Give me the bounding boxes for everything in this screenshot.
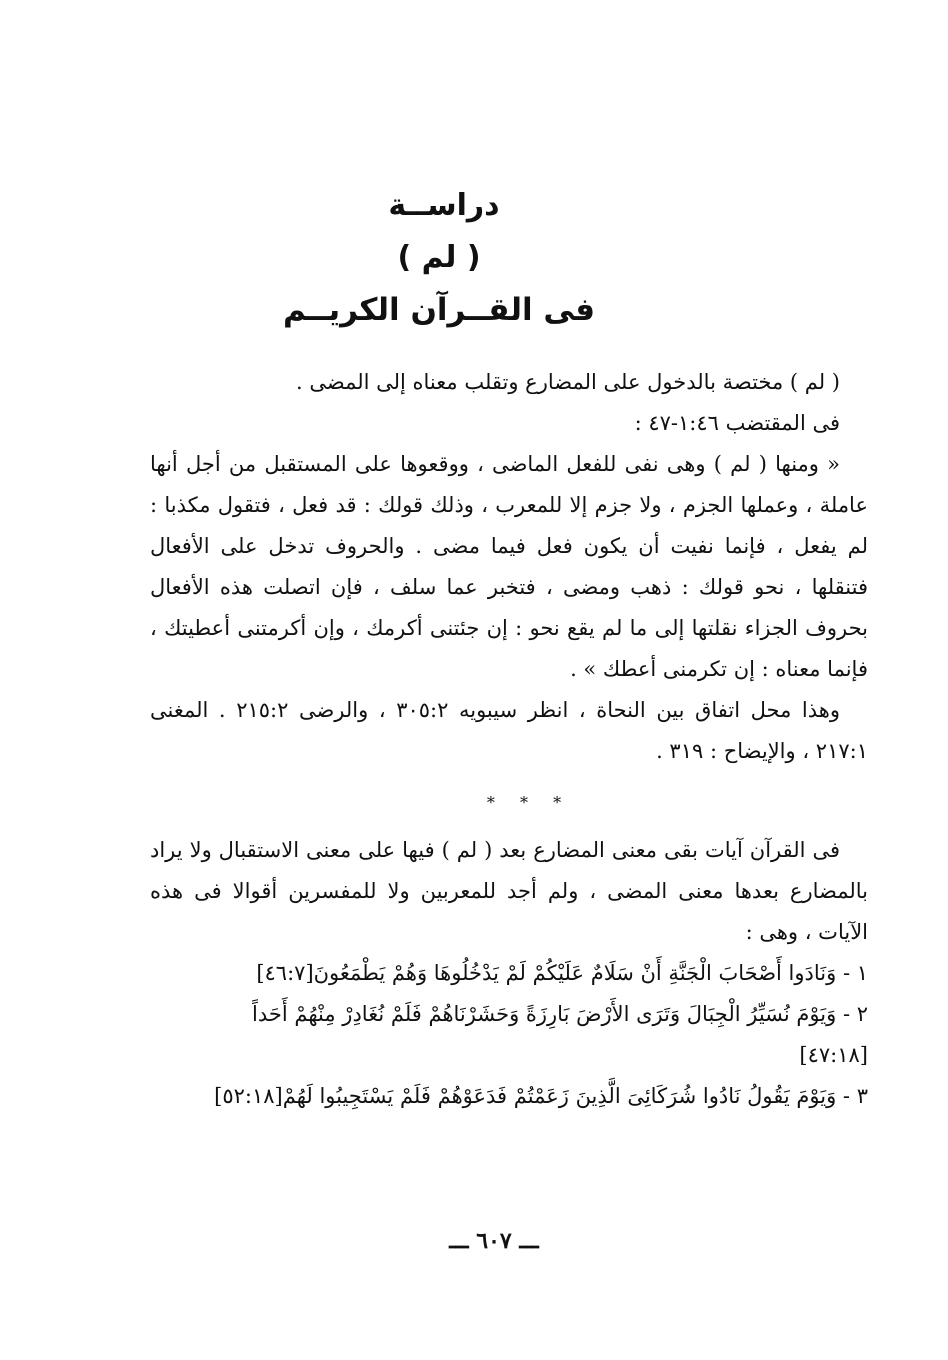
paragraph-muqtadab-ref: فى المقتضب ١:٤٦-٤٧ : xyxy=(634,411,840,435)
paragraph-quotation: « ومنها ( لم ) وهى نفى للفعل الماضى ، ووقعوها على المستقبل من أجل أنها عاملة ، وعملها الجزم ، ولا جزم إلا للمعرب ، وذلك قولك : قد فعل ، فتقول مكذبا : لم يفعل ، فإنما نفيت أن يكون فعل فيما مضى . والحروف تدخل على الأفعال فتنقلها ، نحو قولك : ذهب ومضى ، فتخبر عما سلف ، فإن اتصلت هذه الأفعال بحروف الجزاء نقلتها إلى ما لم يقع نحو : إن جئتنى أكرمك ، وإن أكرمتنى أعطيتك ، فإنما معناه : إن تكرمنى أعطك » . xyxy=(150,452,868,681)
verse-item: ٣ - وَيَوْمَ يَقُولُ نَادُوا شُرَكَائِىَ الَّذِينَ زَعَمْتُمْ فَدَعَوْهُمْ فَلَمْ يَسْتَجِيبُوا لَهُمْ[٥٢:١٨] xyxy=(214,1084,868,1108)
title-quran: فى القــرآن الكريــم xyxy=(282,292,596,328)
verse-item: ١ - وَنَادَوا أَصْحَابَ الْجَنَّةِ أَنْ سَلَامٌ عَلَيْكُمْ لَمْ يَدْخُلُوهَا وَهُمْ يَطْمَعُونَ[٤٦:٧] xyxy=(256,961,868,985)
paragraph-intro: ( لم ) مختصة بالدخول على المضارع وتقلب معناه إلى المضى . xyxy=(296,370,840,394)
body-text xyxy=(150,362,868,1117)
title-particle: ( لم ) xyxy=(397,240,481,275)
verse-reference: [٤٧:١٨] xyxy=(799,1043,868,1067)
title-study: دراســة xyxy=(388,188,500,223)
page-number: ـــ ٦٠٧ ـــ xyxy=(449,1228,539,1254)
paragraph-verses-intro: فى القرآن آيات بقى معنى المضارع بعد ( لم ) فيها على معنى الاستقبال ولا يراد بالمضارع بعدها معنى المضى ، ولم أجد للمعربين ولا للمفسرين أقوالا فى هذه الآيات ، وهى : xyxy=(150,838,868,944)
title-block xyxy=(0,180,948,336)
paragraph-references: وهذا محل اتفاق بين النحاة ، انظر سيبويه ٣٠٥:٢ ، والرضى ٢١٥:٢ . المغنى ٢١٧:١ ، والإيضاح : ٣١٩ . xyxy=(150,698,868,763)
section-separator: * * * xyxy=(486,793,572,812)
verse-item: ٢ - وَيَوْمَ نُسَيِّرُ الْجِبَالَ وَتَرَى الأَرْضَ بَارِزَةً وَحَشَرْنَاهُمْ فَلَمْ نُغَادِرْ مِنْهُمْ أَحَداً xyxy=(252,1002,868,1026)
